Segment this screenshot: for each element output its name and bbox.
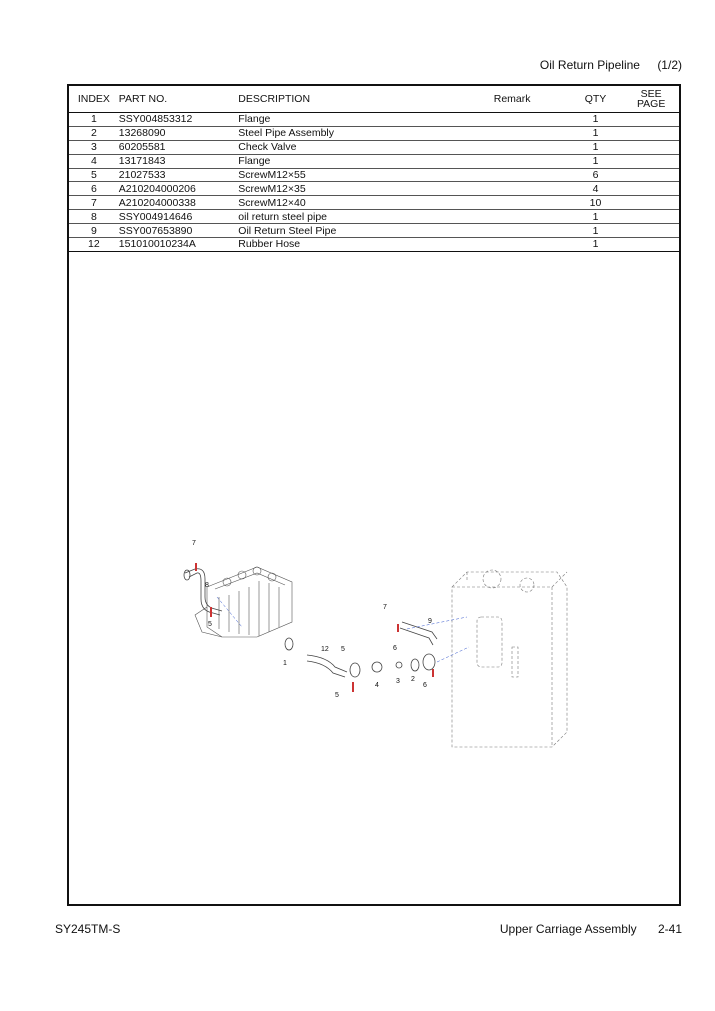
callout-1: 1 <box>283 660 287 667</box>
callout-5-left: 5 <box>208 621 212 628</box>
cell-see-page <box>623 182 679 196</box>
cell-description: ScrewM12×55 <box>238 168 456 182</box>
col-see-page-line1: SEE <box>640 88 662 100</box>
cell-description: ScrewM12×40 <box>238 196 456 210</box>
cell-part-no: SSY007653890 <box>119 224 239 238</box>
callout-5-bottom: 5 <box>335 692 339 699</box>
cell-description: Rubber Hose <box>238 238 456 252</box>
rubber-hose-12 <box>285 638 402 677</box>
cell-index: 6 <box>69 182 119 196</box>
cell-description: Flange <box>238 113 456 127</box>
cell-qty: 1 <box>568 140 624 154</box>
col-description: DESCRIPTION <box>238 86 456 113</box>
cell-description: Flange <box>238 154 456 168</box>
col-index: INDEX <box>69 86 119 113</box>
cell-remark <box>457 154 568 168</box>
cell-index: 7 <box>69 196 119 210</box>
cell-part-no: A210204000338 <box>119 196 239 210</box>
cell-index: 9 <box>69 224 119 238</box>
table-header-row <box>69 86 679 113</box>
callout-4: 4 <box>375 682 379 689</box>
cell-qty: 1 <box>568 224 624 238</box>
cell-qty: 6 <box>568 168 624 182</box>
cell-part-no: 60205581 <box>119 140 239 154</box>
page-title: Oil Return Pipeline <box>539 58 640 72</box>
callout-7-mid: 7 <box>383 604 387 611</box>
cell-part-no: 13171843 <box>119 154 239 168</box>
col-see-page <box>623 86 679 113</box>
cell-see-page <box>623 224 679 238</box>
col-remark: Remark <box>457 86 568 113</box>
cell-see-page <box>623 168 679 182</box>
cell-index: 8 <box>69 210 119 224</box>
table-row <box>69 224 679 238</box>
cell-index: 4 <box>69 154 119 168</box>
cell-part-no: 13268090 <box>119 126 239 140</box>
callout-6-mid: 6 <box>393 645 397 652</box>
cell-qty: 10 <box>568 196 624 210</box>
cell-remark <box>457 140 568 154</box>
cell-part-no: A210204000206 <box>119 182 239 196</box>
callout-2: 2 <box>411 676 415 683</box>
cell-remark <box>457 182 568 196</box>
table-row <box>69 140 679 154</box>
table-row <box>69 168 679 182</box>
cell-qty: 1 <box>568 210 624 224</box>
page-ref: (1/2) <box>657 58 682 72</box>
cell-remark <box>457 168 568 182</box>
cell-index: 12 <box>69 238 119 252</box>
exploded-view-diagram <box>107 537 582 767</box>
cell-index: 1 <box>69 113 119 127</box>
cell-index: 2 <box>69 126 119 140</box>
table-row <box>69 182 679 196</box>
cell-index: 5 <box>69 168 119 182</box>
col-qty: QTY <box>568 86 624 113</box>
cell-remark <box>457 196 568 210</box>
cell-remark <box>457 210 568 224</box>
table-row <box>69 154 679 168</box>
page-header <box>526 58 682 72</box>
footer-right <box>482 922 682 936</box>
cell-description: Check Valve <box>238 140 456 154</box>
callout-8: 8 <box>205 582 209 589</box>
cell-qty: 4 <box>568 182 624 196</box>
cell-index: 3 <box>69 140 119 154</box>
callout-3: 3 <box>396 678 400 685</box>
table-row <box>69 113 679 127</box>
cell-part-no: SSY004853312 <box>119 113 239 127</box>
callout-6-right: 6 <box>423 682 427 689</box>
callout-9: 9 <box>428 618 432 625</box>
cell-see-page <box>623 210 679 224</box>
table-row <box>69 238 679 252</box>
cell-qty: 1 <box>568 238 624 252</box>
table-row <box>69 196 679 210</box>
table-row <box>69 126 679 140</box>
cell-remark <box>457 224 568 238</box>
steel-pipe-assembly-9 <box>400 622 437 671</box>
callout-12: 12 <box>321 646 329 653</box>
cell-description: Steel Pipe Assembly <box>238 126 456 140</box>
cell-qty: 1 <box>568 113 624 127</box>
footer-model: SY245TM-S <box>55 922 121 936</box>
footer-page-number: 2-41 <box>657 922 682 936</box>
col-see-page-line2: PAGE <box>636 98 666 110</box>
cell-qty: 1 <box>568 126 624 140</box>
cell-see-page <box>623 126 679 140</box>
cell-part-no: 151010010234A <box>119 238 239 252</box>
cell-remark <box>457 113 568 127</box>
cell-qty: 1 <box>568 154 624 168</box>
cell-description: ScrewM12×35 <box>238 182 456 196</box>
cell-see-page <box>623 154 679 168</box>
cell-remark <box>457 238 568 252</box>
content-frame <box>67 84 681 906</box>
cell-remark <box>457 126 568 140</box>
cell-part-no: SSY004914646 <box>119 210 239 224</box>
cell-see-page <box>623 196 679 210</box>
parts-table-body <box>69 113 679 252</box>
callout-5-mid: 5 <box>341 646 345 653</box>
cell-see-page <box>623 238 679 252</box>
cell-see-page <box>623 113 679 127</box>
parts-table <box>69 86 679 252</box>
table-row <box>69 210 679 224</box>
cell-part-no: 21027533 <box>119 168 239 182</box>
cell-see-page <box>623 140 679 154</box>
hydraulic-tank-drawing <box>452 570 567 747</box>
oil-return-steel-pipe-8 <box>184 569 222 615</box>
footer-section: Upper Carriage Assembly <box>499 922 637 936</box>
col-part-no: PART NO. <box>119 86 239 113</box>
cell-description: Oil Return Steel Pipe <box>238 224 456 238</box>
callout-7-top: 7 <box>192 540 196 547</box>
cell-description: oil return steel pipe <box>238 210 456 224</box>
